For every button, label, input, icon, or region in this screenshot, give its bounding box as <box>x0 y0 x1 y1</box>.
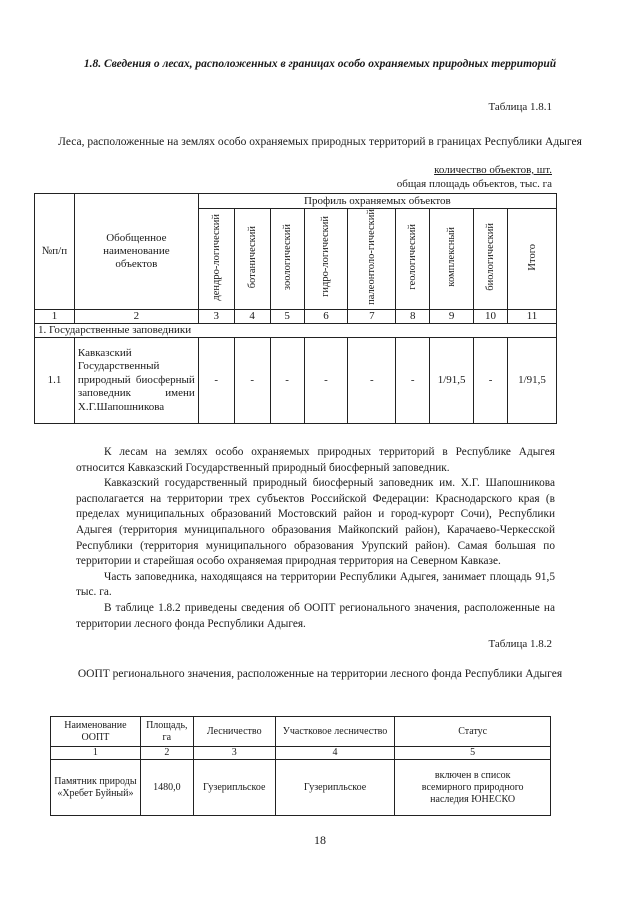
colnum: 4 <box>234 309 270 323</box>
colnum: 5 <box>395 747 551 760</box>
row-value: - <box>396 337 430 423</box>
group-label: 1. Государственные заповедники <box>35 323 557 337</box>
row-value: 1/91,5 <box>508 337 557 423</box>
body-text <box>76 445 555 632</box>
colnum: 2 <box>140 747 193 760</box>
profile-botanical: ботанический <box>234 209 270 310</box>
header-forestry: Лесничество <box>193 717 275 747</box>
row-name: Кавказский Государственный природный биосферный заповедник имени Х.Г.Шапошникова <box>74 337 198 423</box>
colnum: 5 <box>270 309 304 323</box>
table1-units <box>252 163 552 191</box>
header-profile: Профиль охраняемых объектов <box>198 194 556 209</box>
units-area: общая площадь объектов, тыс. га <box>396 178 552 190</box>
cell-district-forestry: Гузерипльское <box>275 760 395 816</box>
colnum: 10 <box>474 309 508 323</box>
regional-oopt-table <box>50 716 551 816</box>
profile-biological: биологический <box>474 209 508 310</box>
cell-area: 1480,0 <box>140 760 193 816</box>
header-oopt-name: Наименование ООПТ <box>51 717 141 747</box>
profile-zoological: зоологический <box>270 209 304 310</box>
colnum: 6 <box>304 309 348 323</box>
colnum: 7 <box>348 309 396 323</box>
row-value: - <box>198 337 234 423</box>
cell-forestry: Гузерипльское <box>193 760 275 816</box>
colnum: 4 <box>275 747 395 760</box>
section-title: 1.8. Сведения о лесах, расположенных в границах особо охраняемых природных территорий <box>83 58 557 70</box>
row-value: - <box>474 337 508 423</box>
profile-complex: комплексный <box>430 209 474 310</box>
row-value: 1/91,5 <box>430 337 474 423</box>
header-district-forestry: Участковое лесничество <box>275 717 395 747</box>
colnum: 9 <box>430 309 474 323</box>
colnum: 3 <box>193 747 275 760</box>
profile-total: Итого <box>508 209 557 310</box>
colnum: 1 <box>35 309 75 323</box>
colnum: 3 <box>198 309 234 323</box>
row-value: - <box>270 337 304 423</box>
table1-caption: Леса, расположенные на землях особо охраняемых природных территорий в границах Республики Адыгея <box>58 136 582 148</box>
header-num: №п/п <box>35 194 75 310</box>
profile-dendrological: дендро-логический <box>198 209 234 310</box>
row-value: - <box>304 337 348 423</box>
cell-status: включен в список всемирного природного наследия ЮНЕСКО <box>395 760 551 816</box>
paragraph: Кавказский государственный природный биосферный заповедник им. Х.Г. Шапошникова располагается на территории трех субъектов Российской Федерации: Краснодарского края (в пределах муниципальных образований Мостовский район и город-курорт Сочи), Республики Адыгея (территория муниципального образования Майкопский район), Карачаево-Черкесской Республики (территория муниципального образования Урупский район). Самая большая по территории и старейшая особо охраняемая природная территория на Северном Кавказе. <box>76 477 555 568</box>
units-count: количество объектов, шт. <box>434 164 552 176</box>
colnum: 11 <box>508 309 557 323</box>
paragraph: В таблице 1.8.2 приведены сведения об ООПТ регионального значения, расположенные на территории лесного фонда Республики Адыгея. <box>76 601 555 630</box>
colnum: 1 <box>51 747 141 760</box>
page-number: 18 <box>314 833 326 847</box>
forest-oopt-table <box>34 193 557 424</box>
row-num: 1.1 <box>35 337 75 423</box>
header-status: Статус <box>395 717 551 747</box>
table2-number: Таблица 1.8.2 <box>488 638 552 650</box>
colnum: 8 <box>396 309 430 323</box>
profile-geological: геологический <box>396 209 430 310</box>
table1-number: Таблица 1.8.1 <box>488 101 552 113</box>
table2-caption: ООПТ регионального значения, расположенные на территории лесного фонда Республики Адыгея <box>77 668 563 680</box>
row-value: - <box>234 337 270 423</box>
paragraph: Часть заповедника, находящаяся на территории Республики Адыгея, занимает площадь 91,5 тыс. га. <box>76 570 555 599</box>
header-name: Обобщенное наименование объектов <box>74 194 198 310</box>
profile-hydrological: гидро-логический <box>304 209 348 310</box>
profile-paleontological: палеонтоло-гический <box>348 209 396 310</box>
row-value: - <box>348 337 396 423</box>
cell-oopt-name: Памятник природы «Хребет Буйный» <box>51 760 141 816</box>
header-area: Площадь, га <box>140 717 193 747</box>
colnum: 2 <box>74 309 198 323</box>
paragraph: К лесам на землях особо охраняемых природных территорий в Республике Адыгея относится Кавказский Государственный природный биосферный заповедник. <box>76 446 555 474</box>
